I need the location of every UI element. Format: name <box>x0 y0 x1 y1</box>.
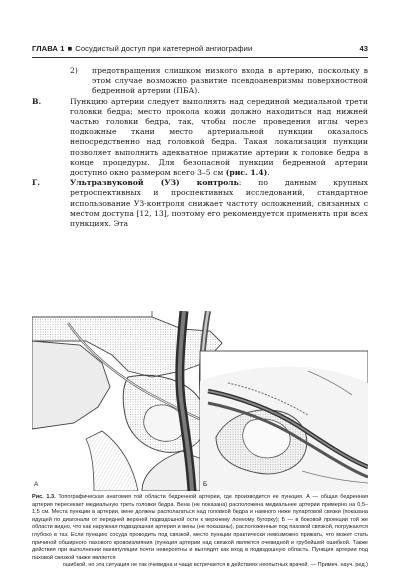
panel-b-illustration <box>200 351 368 491</box>
caption-number: Рис. 1.3. <box>32 494 56 500</box>
running-header <box>32 44 368 58</box>
item-lead: Ультразвуковой (УЗ) контроль <box>70 178 239 188</box>
item-text: : по данным крупных ретроспективных и проспективных исследований, стандартное использование УЗ-контроля снижает частоту осложнений, связанных с местом доступа [12, 13], поэтому его рекомендуется применять при всех пункциях. Эта <box>70 178 368 229</box>
list-item-v <box>32 97 368 179</box>
chapter-label: ГЛАВА 1 <box>32 44 65 53</box>
header-rule <box>32 57 368 58</box>
item-text: предотвращения слишком низкого входа в артерию, поскольку в этом случае возможно развитие псевдоаневризмы поверхностной бедренной артерии (ПБА). <box>92 66 368 96</box>
figure-1-3 <box>32 311 368 491</box>
list-item-2 <box>32 66 368 97</box>
chapter-header <box>32 44 252 53</box>
figure-reference: (рис. 1.4) <box>225 168 268 178</box>
caption-last-line: ошибкой, но эта ситуация не так очевидна и чаще встречается в действиях неопытных врачей. — Примеч. науч. ред.) <box>62 562 368 569</box>
item-label: Г. <box>32 178 40 188</box>
item-text-end: . <box>267 168 270 178</box>
page-number: 43 <box>359 44 368 53</box>
item-label: 2) <box>70 66 78 75</box>
list-item-g <box>32 178 368 229</box>
chapter-title: Сосудистый доступ при катетерной ангиографии <box>75 44 253 53</box>
figure-caption <box>32 494 368 570</box>
header-separator: ■ <box>67 44 73 53</box>
panel-b-label: Б <box>203 481 208 488</box>
caption-text: Топографическая анатомия той области бедренной артерии, где производится ее пункция. А — общая бедренная артерия пересекает медиальную треть головки бедра. Вена (не показана) расположена медиальнее артерии примерно на 0,5–1,5 см. Места пункции в артерии, вене должны располагаться над головкой бедра и намного ниже пупартовой связки (показана идущей по диагонали от передней верхней подвздошной ости к верхнему лонному бугорку); Б — в боковой проекции той же области видно, что как наружная подвздошная артерия и вены (не показаны), расположенные под паховой связкой, погружаются глубоко в таз. Если пункцию сосуда проводить под связкой, место пункции практически невозможно прижать, что может стать причиной обширного пахового кровоизлияния (пункция артерии над связкой является очевидной и грубейшей ошибкой. Также действия при выполнении манипуляции почти невероятны и выглядят как вход в подвздошную область. Пункция артерии под паховой связкой также является <box>32 494 368 561</box>
item-text: Пункцию артерии следует выполнять над серединой медиальной трети головки бедра; место прокола кожи должно находиться над нижней частью головки бедра, так, чтобы после проведения иглы через подкожные ткани место артериальной пункции оказалось непосредственно над головкой бедра. Такая локализация пункции позволяет выполнить адекватное прижатие артерии к головке бедра в конце процедуры. Для безопасной пункции бедренной артерии доступно окно размером всего 3–5 см <box>70 96 368 178</box>
anatomy-illustration <box>32 311 368 491</box>
item-label: В. <box>32 96 42 106</box>
panel-a-label: А <box>34 481 39 488</box>
body-text <box>32 66 368 229</box>
